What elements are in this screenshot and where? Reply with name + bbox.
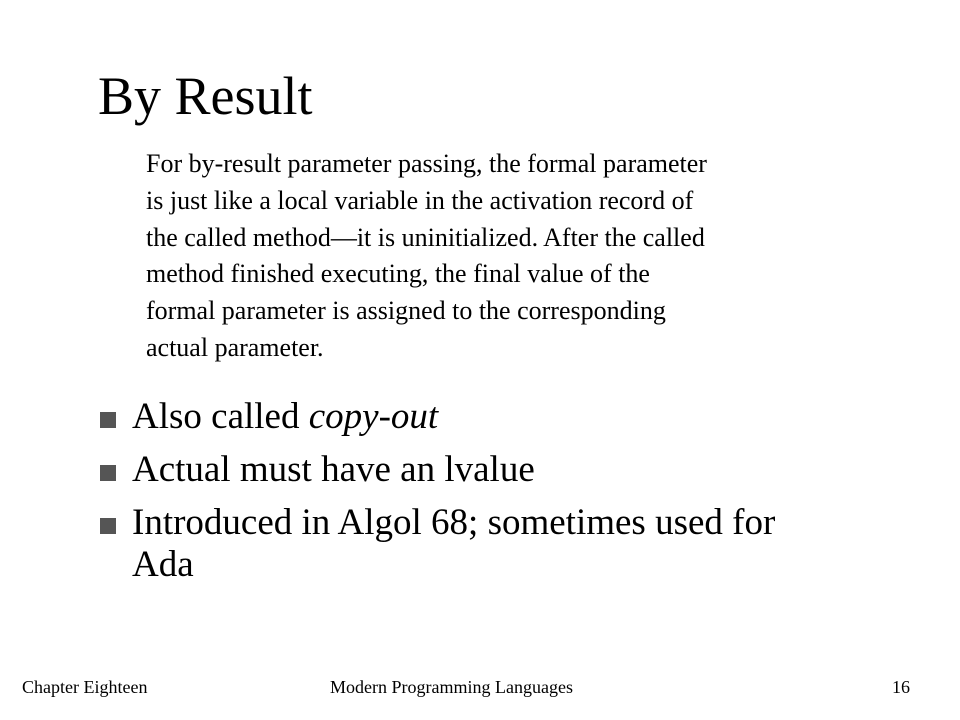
definition-text [146,146,886,367]
slide-title: By Result [98,66,313,126]
square-bullet-icon [100,465,116,481]
definition-line: formal parameter is assigned to the corresponding [146,296,666,326]
square-bullet-icon [100,518,116,534]
bullet-text-emphasis: copy-out [308,396,439,437]
footer-book-title: Modern Programming Languages [330,677,573,697]
bullet-list [98,396,898,597]
bullet-item-copy-out [98,396,898,438]
bullet-item-lvalue [98,449,898,491]
bullet-text: Actual must have an lvalue [132,449,535,490]
bullet-item-algol [98,502,898,586]
bullet-text-prefix: Also called [132,396,309,437]
definition-line: method finished executing, the final value of the [146,259,650,289]
footer-chapter: Chapter Eighteen [22,677,148,697]
footer-page-number: 16 [892,677,910,697]
bullet-text-continuation: Ada [132,544,194,585]
definition-line: the called method—it is uninitialized. After the called [146,222,705,252]
definition-line: For by-result parameter passing, the formal parameter [146,149,707,178]
bullet-text: Introduced in Algol 68; sometimes used for [132,502,776,543]
definition-line: is just like a local variable in the activation record of [146,185,694,215]
square-bullet-icon [100,412,116,428]
definition-line: actual parameter. [146,332,324,362]
bullet-text [132,396,898,438]
